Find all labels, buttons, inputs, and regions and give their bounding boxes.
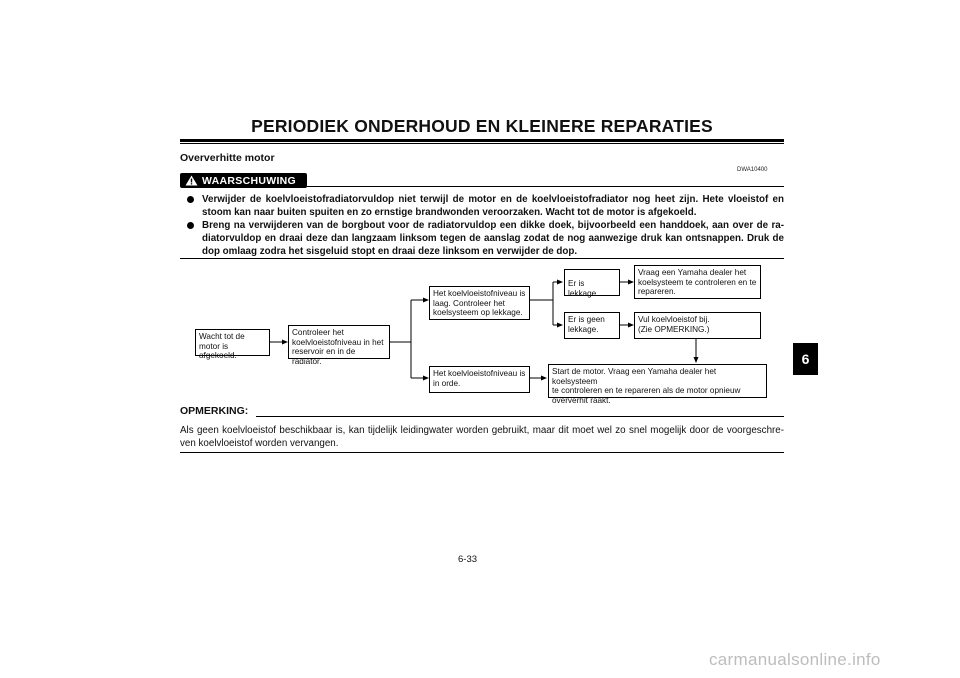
- flow-text: reservoir en in de radiator.: [292, 347, 356, 366]
- page-number: 6-33: [458, 554, 478, 565]
- warning-code: DWA10400: [737, 167, 768, 173]
- flow-box-dealer: [634, 265, 761, 299]
- flow-box-noleak: [564, 312, 620, 339]
- page-title: PERIODIEK ONDERHOUD EN KLEINERE REPARATIES: [251, 116, 713, 136]
- watermark: carmanualsonline.info: [709, 650, 881, 669]
- flow-text: Vul koelvloeistof bij.: [638, 315, 710, 324]
- flow-box-leak: [564, 269, 620, 296]
- flow-text: lekkage.: [568, 324, 599, 334]
- warning-label: WAARSCHUWING: [202, 174, 297, 187]
- flow-text: Er is lekkage.: [568, 279, 599, 298]
- flow-text: Het koelvloeistofniveau is: [433, 369, 526, 378]
- flow-text: Controleer het: [292, 328, 344, 337]
- note-bottom-rule: [180, 452, 784, 453]
- flow-box-ok: [429, 366, 530, 393]
- flow-text: Vraag een Yamaha dealer het: [638, 268, 747, 277]
- flow-box-check: [288, 325, 390, 366]
- flow-text: oververhit raakt.: [552, 395, 611, 405]
- chapter-tab: 6: [793, 343, 818, 375]
- note-rule: [256, 416, 784, 417]
- flow-text: motor is afgekoeld.: [199, 341, 237, 360]
- flow-text: Start de motor. Vraag een Yamaha dealer het koelsysteem: [552, 367, 717, 386]
- flow-text: koelvloeistofniveau in het: [292, 337, 384, 347]
- warning-bullet-text: Verwijder de koelvloeistofradiatorvuldop niet terwijl de motor en de koelvloeistofradiator nog heet zijn. Hete vloeistof en stoom kan naar buiten spuiten en zo ernstige brandwonden veroorzaken. Wacht tot de motor is afgekoeld.: [202, 194, 784, 218]
- flow-text: repareren.: [638, 287, 676, 296]
- flow-text: Er is geen: [568, 315, 605, 324]
- flow-text: Het koelvloeistofniveau is: [433, 289, 526, 298]
- flow-box-wait: [195, 329, 270, 360]
- flow-box-start: [548, 364, 767, 405]
- flow-box-refill: [634, 312, 761, 339]
- flow-text: laag. Controleer het: [433, 298, 505, 308]
- flow-text: te controleren en te repareren als de motor opnieuw: [552, 386, 741, 395]
- flow-text: in orde.: [433, 378, 461, 388]
- flow-text: (Zie OPMERKING.): [638, 324, 710, 334]
- section-title: Oververhitte motor: [180, 152, 275, 164]
- note-label: OPMERKING:: [180, 405, 249, 417]
- flow-text: Wacht tot de: [199, 332, 245, 341]
- flow-box-low: [429, 286, 530, 320]
- flow-text: koelsysteem op lekkage.: [433, 308, 523, 317]
- note-text: Als geen koelvloeistof beschikbaar is, kan tijdelijk leidingwater worden gebruikt, maar dit moet wel zo snel mogelijk door de voorgeschre-ven koelvloeistof worden vervangen.: [180, 425, 784, 449]
- warning-bullet-text: Breng na verwijderen van de borgbout voor de radiatorvuldop een dikke doek, bijvoorbeeld een handdoek, aan over de ra-diatorvuldop en draai deze dan langzaam linksom tegen de aanslag zodat de nog aanwezige druk kan ontsnappen. Druk de dop omlaag zodra het sisgeluid stopt en draai deze linksom en verwijder de dop.: [202, 220, 784, 257]
- flow-text: koelsysteem te controleren en te: [638, 277, 757, 287]
